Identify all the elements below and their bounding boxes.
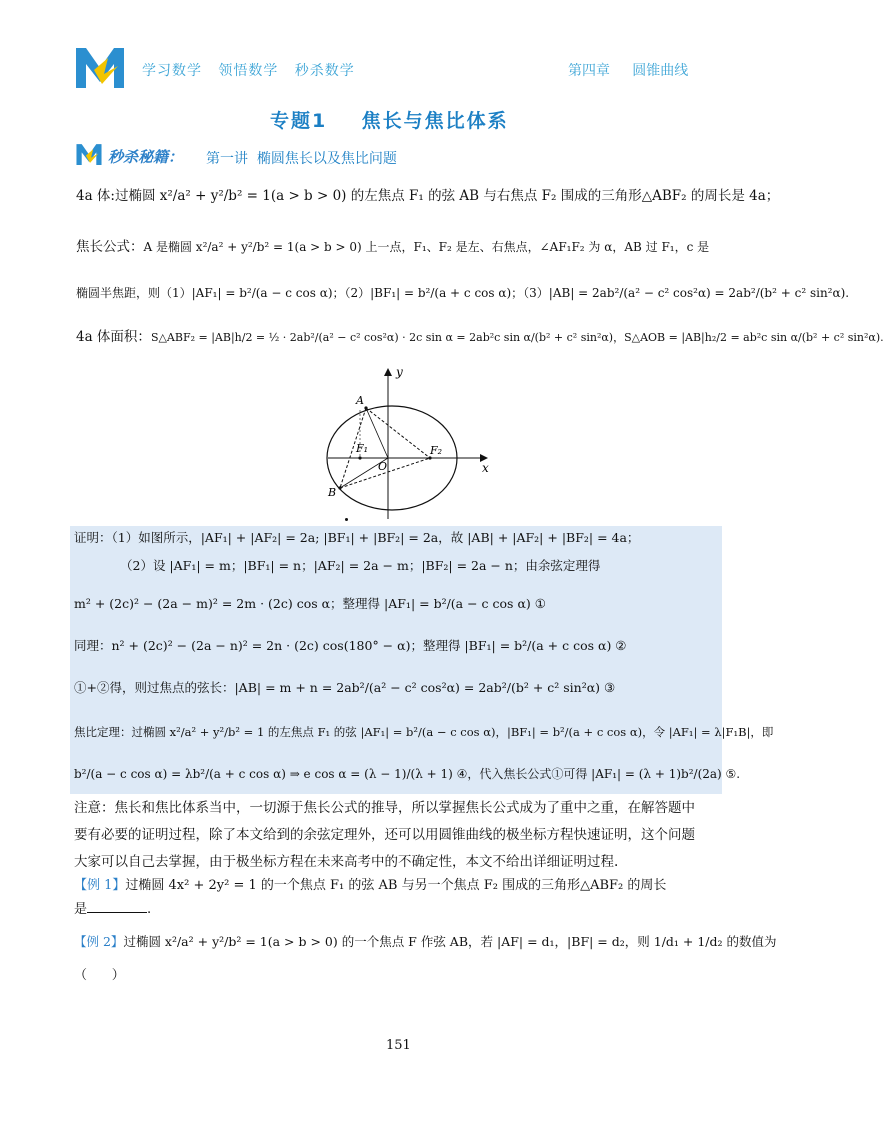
- intro-p1-post: 的左焦点 F₁ 的弦 AB 与右焦点 F₂ 围成的三角形△ABF₂ 的周长是 4a；: [350, 188, 780, 204]
- point-A: [364, 406, 367, 409]
- ellipse-figure: [300, 364, 500, 524]
- intro-line-2: [76, 237, 709, 257]
- label-A: A: [356, 394, 364, 407]
- secret-label: 秒杀秘籍：: [108, 148, 184, 166]
- point-F1: [358, 456, 361, 459]
- proof-line-5: ①+②得，则过焦点的弦长：|AB| = m + n = 2ab²/(a² − c² cos²α) = 2ab²/(b² + c² sin²α) ③: [74, 680, 616, 695]
- label-F2: F₂: [430, 444, 443, 457]
- segment-AF2: [366, 408, 430, 458]
- logo-icon: [74, 44, 126, 90]
- lecture-title: 第一讲 椭圆焦长以及焦比问题: [206, 151, 397, 167]
- intro-line-3: 椭圆半焦距，则（1）|AF₁| = b²/(a − c cos α)；（2）|BF₁| = b²/(a + c cos α)；（3）|AB| = 2ab²/(a² − c² cos²α) = 2ab²/(b² + c² sin²α).: [76, 286, 850, 300]
- proof-line-6: 焦比定理：过椭圆 x²/a² + y²/b² = 1 的左焦点 F₁ 的弦 |AF₁| = b²/(a − c cos α)，|BF₁| = b²/(a + c cos α)，令 |AF₁| = λ|F₁B|，即: [74, 725, 774, 739]
- example-2-text: 过椭圆 x²/a² + y²/b² = 1(a > b > 0) 的一个焦点 F 作弦 AB，若 |AF| = d₁，|BF| = d₂，则 1/d₁ + 1/d₂ 的数值为: [123, 934, 777, 949]
- example-1-text: 过椭圆 4x² + 2y² = 1 的一个焦点 F₁ 的弦 AB 与另一个焦点 F₂ 围成的三角形△ABF₂ 的周长: [125, 878, 667, 893]
- example-2-paren: （ ）: [74, 968, 125, 983]
- note-block: [74, 795, 724, 876]
- intro-line-4: [76, 327, 884, 348]
- example-2: [74, 932, 776, 952]
- example-1: [74, 876, 666, 896]
- page-number: 151: [386, 1038, 411, 1053]
- note-line-1: 注意：焦长和焦比体系当中，一切源于焦长公式的推导，所以掌握焦长公式成为了重中之重，在解答题中: [74, 800, 695, 816]
- example-1-end: .: [147, 902, 152, 917]
- y-axis-arrow: [384, 368, 392, 376]
- label-x: x: [482, 461, 489, 475]
- answer-blank[interactable]: [87, 912, 147, 913]
- label-O: O: [378, 460, 388, 473]
- intro-p4-text: S△ABF₂ = |AB|h/2 = ½ · 2ab²/(a² − c² cos²α) · 2c sin α = 2ab²c sin α/(b² + c² sin²α)，S△AOB = |AB|h₂/2 = ab²c sin α/(b² + c² sin²α).: [150, 331, 884, 344]
- intro-line-1: [76, 186, 779, 206]
- intro-p4-label: 4a 体面积：: [76, 329, 151, 345]
- label-y: y: [396, 365, 403, 379]
- label-F1: F₁: [356, 442, 369, 455]
- proof-line-4: 同理：n² + (2c)² − (2a − n)² = 2n · (2c) cos(180° − α)；整理得 |BF₁| = b²/(a + c cos α) ②: [74, 638, 627, 653]
- segment-AO: [366, 408, 388, 458]
- note-line-3: 大家可以自己去掌握，由于极坐标方程在未来高考中的不确定性，本文不给出详细证明过程.: [74, 854, 619, 870]
- proof-line-7: b²/(a − c cos α) = λb²/(a + c cos α) ⇒ e cos α = (λ − 1)/(λ + 1) ④，代入焦长公式①可得 |AF₁| = (λ + 1)b²/(2a) ⑤.: [74, 767, 741, 781]
- figure-dot: [345, 518, 348, 521]
- intro-p1-pre: 4a 体:过椭圆: [76, 188, 156, 204]
- intro-p2-label: 焦长公式：: [76, 239, 144, 255]
- proof-line-2: （2）设 |AF₁| = m；|BF₁| = n；|AF₂| = 2a − m；|BF₂| = 2a − n；由余弦定理得: [120, 558, 601, 573]
- example-1-label: 【例 1】: [74, 878, 126, 893]
- small-logo-icon: [74, 142, 104, 166]
- note-line-2: 要有必要的证明过程，除了本文给到的余弦定理外，还可以用圆锥曲线的极坐标方程快速证明，这个问题: [74, 827, 695, 843]
- intro-p2-text: A 是椭圆 x²/a² + y²/b² = 1(a > b > 0) 上一点，F₁、F₂ 是左、右焦点，∠AF₁F₂ 为 α，AB 过 F₁，c 是: [143, 240, 710, 254]
- example-2-label: 【例 2】: [74, 934, 124, 949]
- page-title: 专题1 焦长与焦比体系: [270, 110, 509, 132]
- proof-line-3: m² + (2c)² − (2a − m)² = 2m · (2c) cos α；整理得 |AF₁| = b²/(a − c cos α) ①: [74, 596, 546, 611]
- proof-line-1: 证明：（1）如图所示，|AF₁| + |AF₂| = 2a; |BF₁| + |BF₂| = 2a，故 |AB| + |AF₂| + |BF₂| = 4a；: [74, 530, 640, 545]
- label-B: B: [328, 486, 337, 499]
- header-chapter: 第四章 圆锥曲线: [568, 63, 689, 79]
- header-slogan: 学习数学 领悟数学 秒杀数学: [142, 63, 355, 79]
- intro-p1-ellipse: x²/a² + y²/b² = 1(a > b > 0): [159, 188, 347, 204]
- example-1-line-2: [74, 900, 151, 920]
- example-1-text2: 是: [74, 902, 88, 917]
- point-B: [338, 486, 341, 489]
